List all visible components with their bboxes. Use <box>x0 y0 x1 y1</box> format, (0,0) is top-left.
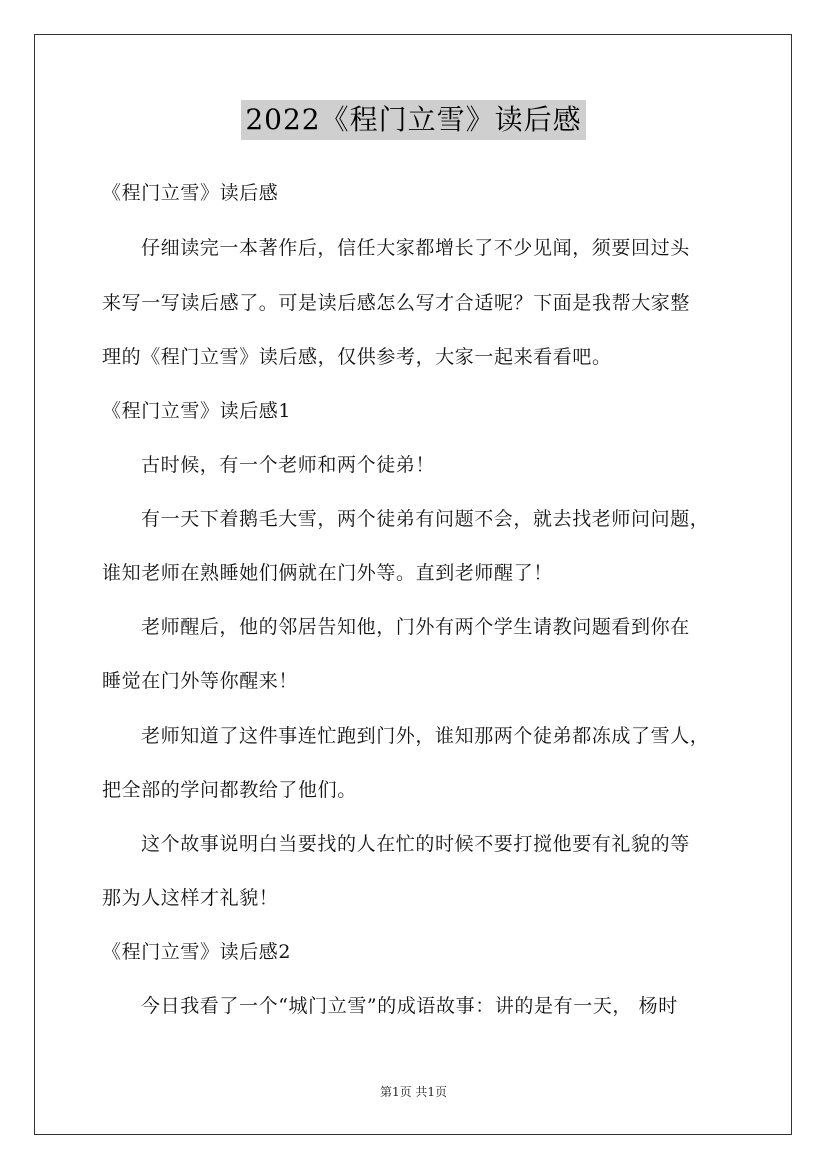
section-heading: 《程门立雪》读后感2 <box>102 941 292 963</box>
section-heading: 《程门立雪》读后感 <box>102 182 279 204</box>
paragraph-line: 那为人这样才礼貌！ <box>102 887 279 909</box>
paragraph-line: 今日我看了一个“城门立雪”的成语故事：讲的是有一天， 杨时 <box>141 995 678 1017</box>
paragraph-line: 老师知道了这件事连忙跑到门外，谁知那两个徒弟都冻成了雪人， <box>141 725 710 747</box>
paragraph-line: 把全部的学问都教给了他们。 <box>102 779 357 801</box>
paragraph-line: 谁知老师在熟睡她们俩就在门外等。直到老师醒了！ <box>102 562 553 584</box>
paragraph-line: 有一天下着鹅毛大雪，两个徒弟有问题不会，就去找老师问问题， <box>141 508 710 530</box>
paragraph-line: 古时候，有一个老师和两个徒弟！ <box>141 454 436 476</box>
paragraph-line: 睡觉在门外等你醒来！ <box>102 670 299 692</box>
title-container <box>0 100 827 140</box>
paragraph-line: 理的《程门立雪》读后感，仅供参考，大家一起来看看吧。 <box>102 346 612 368</box>
paragraph-line: 来写一写读后感了。可是读后感怎么写才合适呢？下面是我帮大家整 <box>102 292 691 314</box>
page-footer: 第1页 共1页 <box>379 1085 448 1099</box>
paragraph-line: 这个故事说明白当要找的人在忙的时候不要打搅他要有礼貌的等 <box>141 833 690 855</box>
section-heading: 《程门立雪》读后感1 <box>102 400 292 422</box>
document-title: 2022《程门立雪》读后感 <box>241 100 585 140</box>
paragraph-line: 仔细读完一本著作后，信任大家都增长了不少见闻，须要回过头 <box>141 237 690 259</box>
paragraph-line: 老师醒后，他的邻居告知他，门外有两个学生请教问题看到你在 <box>141 616 690 638</box>
